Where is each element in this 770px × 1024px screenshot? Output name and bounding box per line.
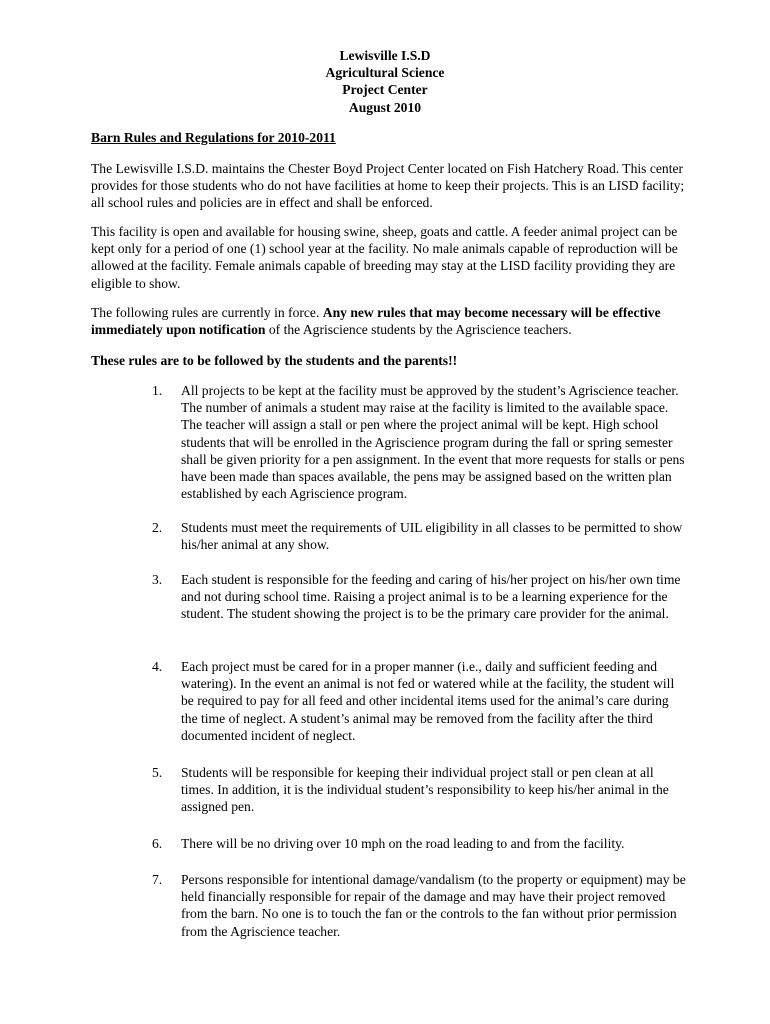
- rule-text: Each student is responsible for the feeding and caring of his/her project on his/her own time and not during school time. Raising a project animal is to be a learning experience for the student. The student showing the project is to be the primary care provider for the animal.: [181, 572, 681, 622]
- intro-paragraph: The Lewisville I.S.D. maintains the Chester Boyd Project Center located on Fish Hatchery Road. This center provides for those students who do not have facilities at home to keep their projects. This is an LISD facility; all school rules and policies are in effect and shall be enforced.: [91, 161, 685, 211]
- rule-text: Each project must be cared for in a proper manner (i.e., daily and sufficient feeding and watering). In the event an animal is not fed or watered while at the facility, the student will be required to pay for all feed and other incidental items used for the animal’s care during the time of neglect. A student’s animal may be removed from the facility after the third documented incident of neglect.: [181, 659, 675, 743]
- document-title-block: [0, 47, 770, 116]
- rule-number: 4.: [152, 659, 163, 674]
- rules-notice-start: The following rules are currently in force.: [91, 305, 323, 320]
- rule-text: Students will be responsible for keeping their individual project stall or pen clean at all times. In addition, it is the individual student’s responsibility to keep his/her animal in the assigned pen.: [181, 765, 669, 815]
- section-heading: Barn Rules and Regulations for 2010-2011: [91, 130, 336, 145]
- facility-paragraph: This facility is open and available for housing swine, sheep, goats and cattle. A feeder animal project can be kept only for a period of one (1) school year at the facility. No male animals capable of reproduction will be allowed at the facility. Female animals capable of breeding may stay at the LISD facility providing they are eligible to show.: [91, 224, 678, 291]
- rules-notice-end: of the Agriscience students by the Agriscience teachers.: [265, 322, 572, 338]
- rules-notice-paragraph: [91, 304, 691, 338]
- rules-notice-bold: Any new rules that may become necessary will be effective immediately upon notification: [91, 305, 661, 338]
- rule-number: 3.: [152, 572, 163, 587]
- title-center: Project Center: [342, 82, 428, 98]
- rule-text: Persons responsible for intentional damage/vandalism (to the property or equipment) may be held financially responsible for repair of the damage and may have their project removed from the barn. No one is to touch the fan or the controls to the fan without prior permission from the Agriscience teacher.: [181, 872, 686, 939]
- rule-text: Students must meet the requirements of UIL eligibility in all classes to be permitted to show his/her animal at any show.: [181, 520, 683, 553]
- rule-number: 7.: [152, 872, 163, 887]
- rule-text: All projects to be kept at the facility must be approved by the student’s Agriscience teacher. The number of animals a student may raise at the facility is limited to the available space. The teacher will assign a stall or pen where the project animal will be kept. High school students that will be enrolled in the Agriscience program during the fall or spring semester shall be given priority for a pen assignment. In the event that more requests for stalls or pens have been made than spaces available, the pens may be assigned based on the written plan established by each Agriscience program.: [181, 383, 685, 502]
- rules-directive: These rules are to be followed by the students and the parents!!: [91, 353, 458, 368]
- title-district: Lewisville I.S.D: [339, 48, 431, 63]
- title-department: Agricultural Science: [325, 65, 445, 81]
- rule-number: 5.: [152, 765, 163, 780]
- rule-number: 6.: [152, 836, 163, 851]
- rule-text: There will be no driving over 10 mph on the road leading to and from the facility.: [181, 836, 625, 851]
- title-date: August 2010: [348, 99, 422, 115]
- rule-number: 1.: [152, 383, 163, 398]
- rule-number: 2.: [152, 520, 163, 535]
